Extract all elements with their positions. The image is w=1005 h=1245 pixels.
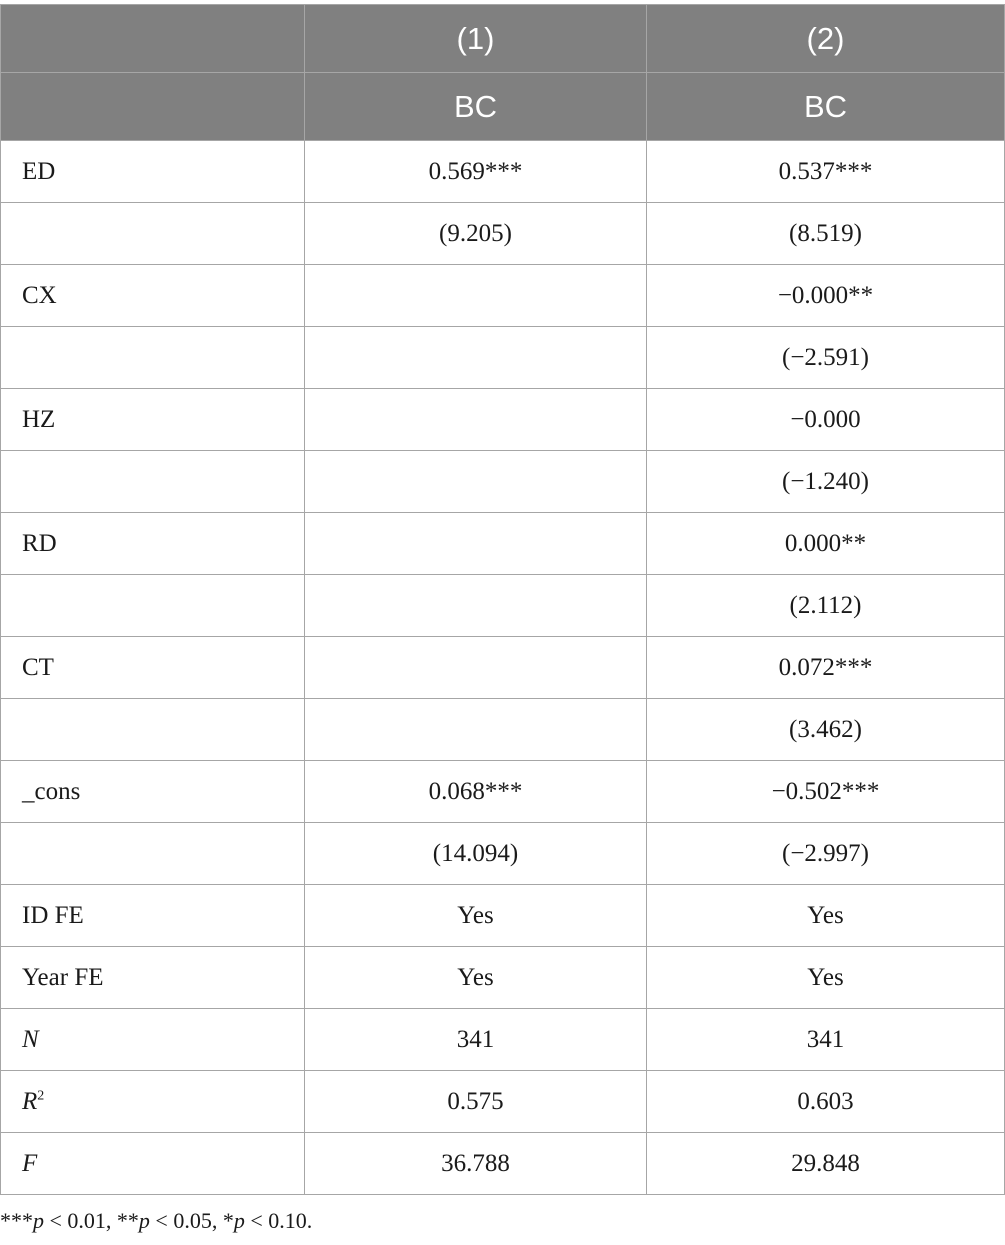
row-label	[1, 823, 305, 885]
cell-model-2: 0.603	[647, 1071, 1005, 1133]
header-model-2: (2)	[647, 5, 1005, 73]
cell-model-1	[305, 513, 647, 575]
header-row-dependent-vars	[1, 73, 1005, 141]
footnote-text-1: < 0.01, **	[44, 1208, 139, 1233]
table-row	[1, 389, 1005, 451]
row-label: CT	[1, 637, 305, 699]
row-label: HZ	[1, 389, 305, 451]
cell-model-2: (8.519)	[647, 203, 1005, 265]
cell-model-1	[305, 699, 647, 761]
cell-model-1: 36.788	[305, 1133, 647, 1195]
header-depvar-1: BC	[305, 73, 647, 141]
cell-model-2: 341	[647, 1009, 1005, 1071]
table-row	[1, 265, 1005, 327]
header-row-model-numbers	[1, 5, 1005, 73]
footnote-stars-1: ***	[0, 1208, 33, 1233]
cell-model-2: (−2.591)	[647, 327, 1005, 389]
cell-model-1	[305, 265, 647, 327]
cell-model-1: 0.569***	[305, 141, 647, 203]
footnote-p-2: p	[138, 1208, 150, 1233]
r-squared-superscript: 2	[37, 1088, 45, 1104]
header-corner-bottom	[1, 73, 305, 141]
table-row	[1, 1009, 1005, 1071]
cell-model-2: Yes	[647, 885, 1005, 947]
row-label: ED	[1, 141, 305, 203]
cell-model-2: (2.112)	[647, 575, 1005, 637]
significance-footnote	[0, 1208, 312, 1234]
header-depvar-2: BC	[647, 73, 1005, 141]
row-label: ID FE	[1, 885, 305, 947]
cell-model-2: 0.072***	[647, 637, 1005, 699]
cell-model-2: Yes	[647, 947, 1005, 1009]
cell-model-2: 29.848	[647, 1133, 1005, 1195]
cell-model-2: −0.000	[647, 389, 1005, 451]
regression-table	[0, 4, 1005, 1195]
table-row	[1, 513, 1005, 575]
row-label: N	[1, 1009, 305, 1071]
row-label: _cons	[1, 761, 305, 823]
cell-model-2: −0.000**	[647, 265, 1005, 327]
cell-model-2: (−1.240)	[647, 451, 1005, 513]
row-label	[1, 451, 305, 513]
cell-model-1: Yes	[305, 885, 647, 947]
cell-model-1	[305, 575, 647, 637]
row-label	[1, 203, 305, 265]
cell-model-2: 0.000**	[647, 513, 1005, 575]
header-corner-top	[1, 5, 305, 73]
cell-model-1	[305, 327, 647, 389]
r-squared-letter: R	[22, 1087, 38, 1115]
footnote-text-2: < 0.05, *	[149, 1208, 234, 1233]
footnote-p-1: p	[33, 1208, 44, 1233]
table-row	[1, 141, 1005, 203]
table-row	[1, 1071, 1005, 1133]
row-label: CX	[1, 265, 305, 327]
row-label	[1, 327, 305, 389]
row-label: Year FE	[1, 947, 305, 1009]
cell-model-2: (3.462)	[647, 699, 1005, 761]
cell-model-2: (−2.997)	[647, 823, 1005, 885]
cell-model-1	[305, 451, 647, 513]
row-label: RD	[1, 513, 305, 575]
cell-model-1: 341	[305, 1009, 647, 1071]
cell-model-2: −0.502***	[647, 761, 1005, 823]
row-label	[1, 699, 305, 761]
cell-model-1: (9.205)	[305, 203, 647, 265]
row-label: F	[1, 1133, 305, 1195]
table-row	[1, 327, 1005, 389]
table-row	[1, 823, 1005, 885]
cell-model-2: 0.537***	[647, 141, 1005, 203]
row-label	[1, 1071, 305, 1133]
cell-model-1	[305, 637, 647, 699]
cell-model-1: 0.575	[305, 1071, 647, 1133]
cell-model-1: 0.068***	[305, 761, 647, 823]
header-model-1: (1)	[305, 5, 647, 73]
table-row	[1, 575, 1005, 637]
table-row	[1, 885, 1005, 947]
cell-model-1: Yes	[305, 947, 647, 1009]
cell-model-1	[305, 389, 647, 451]
table-row	[1, 947, 1005, 1009]
footnote-p-3: p	[233, 1208, 245, 1233]
table-row	[1, 203, 1005, 265]
table-row	[1, 699, 1005, 761]
footnote-text-3: < 0.10.	[244, 1208, 313, 1233]
row-label	[1, 575, 305, 637]
table-row	[1, 451, 1005, 513]
table-row	[1, 637, 1005, 699]
table-row	[1, 1133, 1005, 1195]
table-row	[1, 761, 1005, 823]
cell-model-1: (14.094)	[305, 823, 647, 885]
